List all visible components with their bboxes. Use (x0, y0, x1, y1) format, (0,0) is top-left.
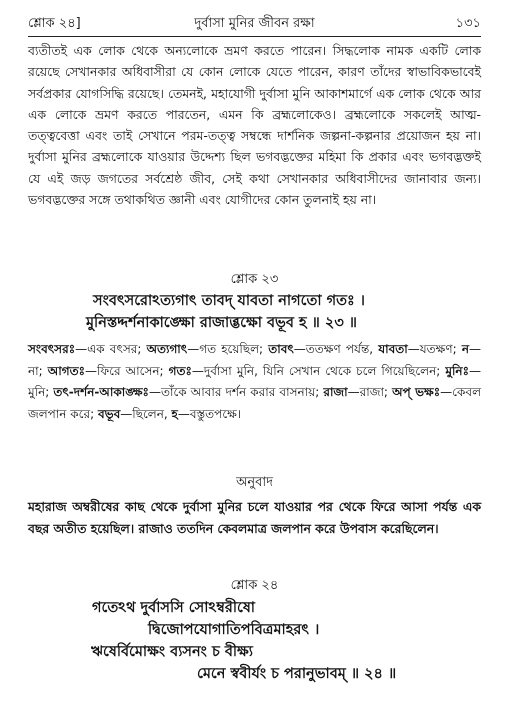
synonym-word: ন (461, 342, 469, 356)
synonym-meaning: রাজা; (359, 385, 393, 400)
synonym-word: অপ্ ভক্ষঃ (392, 385, 441, 400)
synonym-meaning: তাঁকে আবার দর্শন করার বাসনায়; (160, 385, 324, 400)
synonym-word: রাজা (323, 385, 348, 400)
synonym-meaning: ফিরে আসেন; (96, 363, 169, 378)
purport-paragraph: ব্যতীতই এক লোক থেকে অন্যলোকে ভ্রমণ করতে পারেন। সিদ্ধলোক নামক একটি লোক রয়েছে সেখানকার অধিবাসীরা যে কোন লোকে যেতে পারেন, কারণ তাঁদের স্বাভাবিকভাবেই সর্বপ্রকার যোগসিদ্ধি রয়েছে। তেমনই, মহাযোগী দুর্বাসা মুনি আকাশমার্গে এক লোক থেকে আর এক লোকে ভ্রমণ করতে পারতেন, এমন কি ব্রহ্মলোকেও। ব্রহ্মলোকে সকলেই আত্ম-তত্ত্ববেত্তা এবং তাই সেখানে পরম-তত্ত্ব সম্বন্ধে দার্শনিক জল্পনা-কল্পনার প্রয়োজন হয় না। দুর্বাসা মুনির ব্রহ্মলোকে যাওয়ার উদ্দেশ্য ছিল ভগবদ্ভক্তের মহিমা কি প্রকার এবং ভগবদ্ভক্তই যে এই জড় জগতের সর্বশ্রেষ্ঠ জীব, সেই কথা সেখানকার অধিবাসীদের জানাবার জন্য। ভগবদ্ভক্তের সঙ্গে তথাকথিত জ্ঞানী এবং যোগীদের কোন তুলনাই হয় না। (28, 43, 481, 208)
translation-text: মহারাজ অম্বরীষের কাছ থেকে দুর্বাসা মুনির চলে যাওয়ার পর থেকে ফিরে আসা পর্যন্ত এক বছর অতীত হয়েছিল। রাজাও ততদিন কেবলমাত্র জলপান করে উপবাস করেছিলেন। (28, 499, 481, 536)
synonym-meaning: কেবল জলপান করে; (28, 385, 482, 421)
synonym-word: তাবৎ (268, 342, 294, 356)
synonym-word: আগতঃ (47, 363, 85, 378)
synonym-meaning: মুনি; (28, 385, 54, 400)
synonym-word: বভূব (97, 406, 121, 421)
verse-24-line-1: গতেঽথ দুর্বাসসি সোঽম্বরীষো (92, 600, 256, 616)
synonym-meaning: ছিলেন, (132, 406, 172, 421)
synonym-word: যাবতা (378, 342, 408, 356)
synonym-word: অত্যগাৎ (146, 342, 188, 356)
synonym-word: তৎ-দর্শন-আকাঙ্ক্ষঃ (53, 385, 149, 400)
synonym-word: মুনিঃ (445, 363, 469, 378)
verse-24-line-3: ঋষের্বিমোক্ষং ব্যসনং চ বীক্ষ্য (91, 644, 253, 660)
synonym-meaning: এক বৎসর; (87, 342, 147, 356)
synonym-meaning: দুর্বাসা মুনি, যিনি সেখান থেকে চলে গিয়েছিলেন; (203, 363, 446, 378)
header-chapter-title: দুর্বাসা মুনির জীবন রক্ষা (194, 16, 315, 31)
synonym-word: গতঃ (168, 363, 192, 378)
verse-23-heading: শ্লোক ২৩ (230, 272, 279, 287)
verse-24-line-4: মেনে স্ববীর্যং চ পরানুভাবম্ ॥ ২৪ ॥ (197, 666, 397, 682)
synonym-meaning: বস্তুতপক্ষে। (189, 406, 242, 421)
verse-24-heading: শ্লোক ২৪ (230, 578, 279, 593)
running-header (28, 14, 481, 36)
synonyms-block: সংবৎসরঃ—এক বৎসর; অত্যগাৎ—গত হয়েছিল; তাবৎ—ততক্ষণ পর্যন্ত, যাবতা—যতক্ষণ; ন—না; আগতঃ—ফিরে আসেন; গতঃ—দুর্বাসা মুনি, যিনি সেখান থেকে চলে গিয়েছিলেন; মুনিঃ—মুনি; তৎ-দর্শন-আকাঙ্ক্ষঃ—তাঁকে আবার দর্শন করার বাসনায়; রাজা—রাজা; অপ্ ভক্ষঃ—কেবল জলপান করে; বভূব—ছিলেন, হ—বস্তুতপক্ষে। (28, 342, 482, 421)
verse-23-line-1: সংবৎসরোঽত্যগাৎ তাবদ্ যাবতা নাগতো গতঃ । (93, 293, 365, 309)
synonym-word: সংবৎসরঃ (28, 342, 76, 356)
header-rule (28, 36, 481, 37)
header-verse-ref: শ্লোক ২৪] (28, 16, 81, 31)
page-number: ১৩১ (455, 16, 481, 31)
verse-23-line-2: মুনিস্তদ্দর্শনাকাঙ্ক্ষো রাজাব্ভক্ষো বভূব হ ॥ ২৩ ॥ (86, 315, 357, 331)
synonym-meaning: গত হয়েছিল; (199, 342, 269, 356)
synonym-word: হ (171, 406, 178, 421)
translation-heading: অনুবাদ (236, 475, 273, 490)
synonym-meaning: যতক্ষণ; (419, 342, 462, 356)
synonym-meaning: ততক্ষণ পর্যন্ত, (305, 342, 379, 356)
synonym-meaning: না; (28, 363, 48, 378)
verse-24-line-2: দ্বিজোপযোগাতিপবিত্রমাহরৎ । (148, 622, 320, 638)
